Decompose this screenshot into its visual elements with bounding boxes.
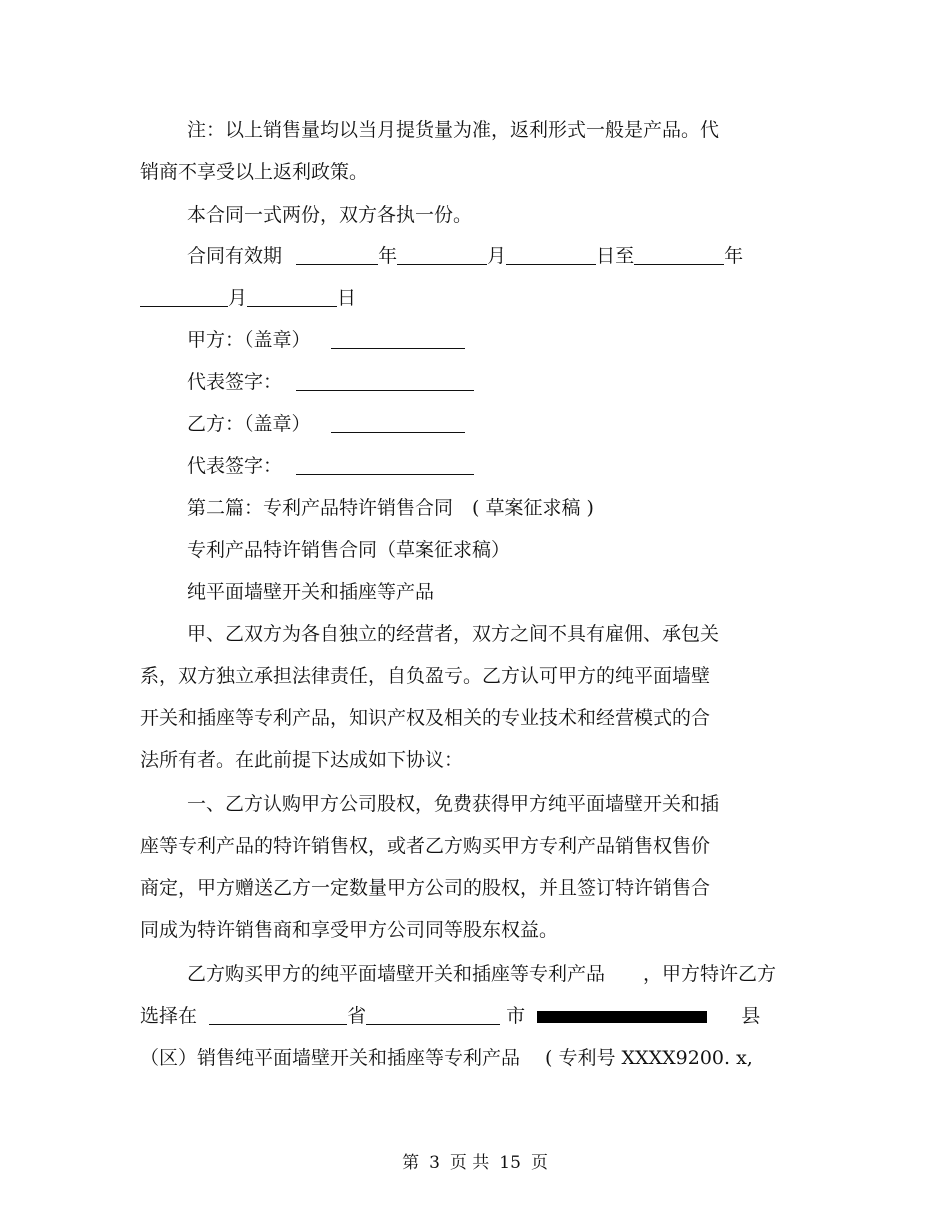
para3-line-3: （区）销售纯平面墙壁开关和插座等专利产品 ( 专利号 XXXX9200. x, (140, 1047, 753, 1069)
party-b-label: 乙方：（盖章） (187, 413, 311, 435)
select-in-label: 选择在 (140, 1005, 198, 1027)
note-line-2: 销商不享受以上返利政策。 (140, 161, 369, 183)
copies-clause: 本合同一式两份，双方各执一份。 (187, 204, 473, 226)
para1-line-2: 系，双方独立承担法律责任，自负盈亏。乙方认可甲方的纯平面墙壁 (140, 665, 711, 687)
rep-sign-1-label: 代表签字： (187, 371, 283, 393)
page-footer (0, 1152, 950, 1174)
para1-line-3: 开关和插座等专利产品，知识产权及相关的专业技术和经营模式的合 (140, 707, 711, 729)
city-blank (366, 1006, 500, 1025)
month-blank (397, 246, 487, 265)
para2-line-4: 同成为特许销售商和享受甲方公司同等股东权益。 (140, 919, 559, 941)
year-blank (296, 246, 378, 265)
year-label: 年 (378, 245, 398, 267)
para1-line-1: 甲、乙双方为各自独立的经营者，双方之间不具有雇佣、承包关 (187, 623, 720, 645)
para3-line-1: 乙方购买甲方的纯平面墙壁开关和插座等专利产品 ，甲方特许乙方 (187, 963, 777, 985)
day2-label: 日 (337, 287, 357, 309)
para3-line-2 (140, 1004, 760, 1028)
rep-sign-2-label: 代表签字： (187, 455, 283, 477)
day-blank (506, 246, 596, 265)
party-a-seal-blank (331, 330, 465, 349)
para1-line-4: 法所有者。在此前提下达成如下协议： (140, 749, 464, 771)
party-a-label: 甲方：（盖章） (187, 329, 311, 351)
para2-line-2: 座等专利产品的特许销售权，或者乙方购买甲方专利产品销售权售价 (140, 835, 711, 857)
rep-sign-2-line (187, 454, 474, 478)
validity-line-2 (140, 286, 356, 310)
footer-prefix: 第 (402, 1153, 420, 1173)
footer-middle: 页 共 (449, 1153, 490, 1173)
province-blank (209, 1006, 347, 1025)
day-to-label: 日至 (596, 245, 635, 267)
year2-label: 年 (724, 245, 744, 267)
county-label: 县 (741, 1005, 761, 1027)
party-b-seal-blank (331, 414, 465, 433)
city-label: 市 (506, 1005, 526, 1027)
footer-suffix: 页 (530, 1153, 548, 1173)
footer-total-pages: 15 (499, 1153, 521, 1173)
note-line-1: 注：以上销售量均以当月提货量为准，返利形式一般是产品。代 (187, 119, 720, 141)
para2-line-1: 一、乙方认购甲方公司股权，免费获得甲方纯平面墙壁开关和插 (187, 793, 720, 815)
validity-line-1 (187, 244, 743, 268)
section2-subtitle: 纯平面墙壁开关和插座等产品 (187, 581, 435, 603)
validity-label: 合同有效期 (187, 245, 283, 267)
redaction-bar (537, 1011, 707, 1023)
month2-label: 月 (228, 287, 248, 309)
rep-sign-1-line (187, 370, 474, 394)
party-a-line (187, 328, 465, 352)
month2-blank (140, 288, 228, 307)
section2-heading: 第二篇：专利产品特许销售合同 ( 草案征求稿 ) (187, 497, 594, 519)
party-b-line (187, 412, 465, 436)
day2-blank (247, 288, 337, 307)
rep-sign-2-blank (296, 456, 474, 475)
rep-sign-1-blank (296, 372, 474, 391)
footer-page-number: 3 (429, 1153, 440, 1173)
province-label: 省 (347, 1005, 367, 1027)
year2-blank (634, 246, 724, 265)
para2-line-3: 商定，甲方赠送乙方一定数量甲方公司的股权，并且签订特许销售合 (140, 877, 711, 899)
month-label: 月 (487, 245, 507, 267)
section2-title: 专利产品特许销售合同（草案征求稿） (187, 539, 511, 561)
